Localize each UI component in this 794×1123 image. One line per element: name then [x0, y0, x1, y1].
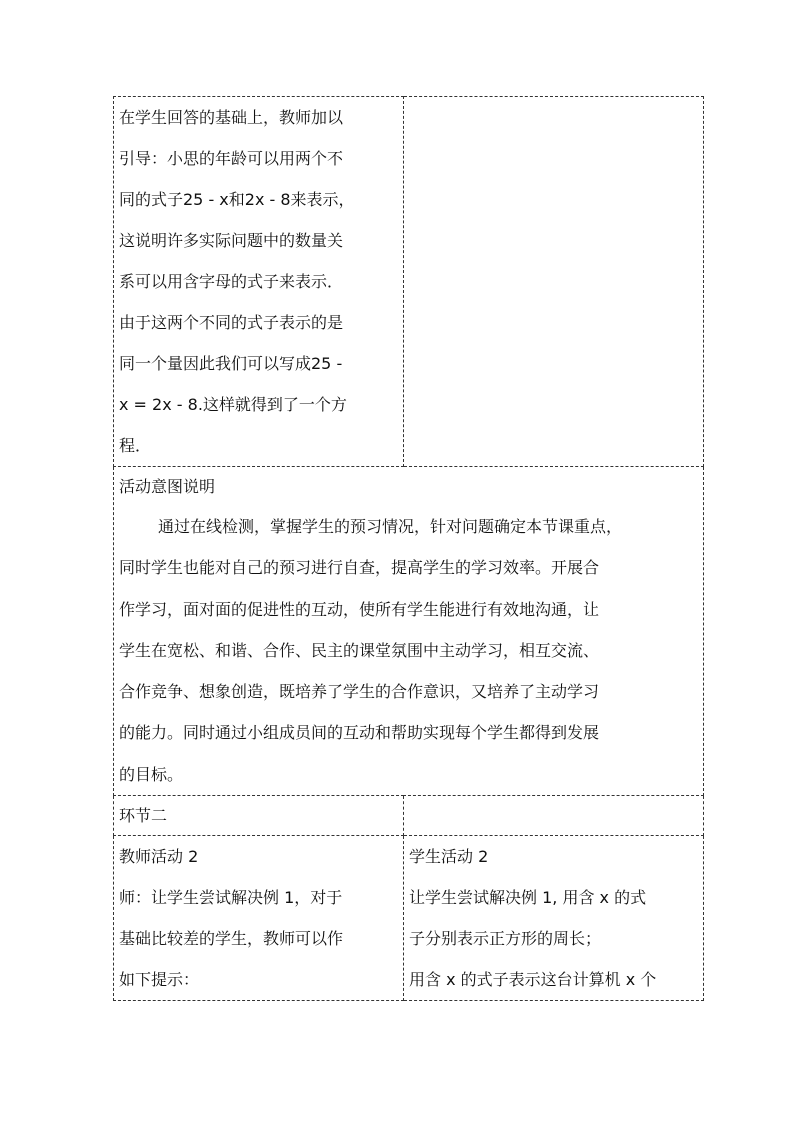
text-line: 学生在宽松、和谐、合作、民主的课堂氛围中主动学习，相互交流、 — [119, 640, 600, 660]
text-line: 引导：小思的年龄可以用两个不 — [119, 149, 344, 168]
activity-intent-cell — [114, 467, 704, 796]
text-line: 的能力。同时通过小组成员间的互动和帮助实现每个学生都得到发展 — [119, 723, 600, 743]
lesson-table — [113, 96, 704, 1001]
text-line: 的目标。 — [119, 764, 184, 784]
text-line: 同一个量因此我们可以写成25 - — [119, 354, 343, 373]
empty-cell — [404, 97, 704, 467]
text-line: 同时学生也能对自己的预习进行自查，提高学生的学习效率。开展合 — [119, 558, 600, 578]
table-row — [114, 97, 704, 467]
text-line: 基础比较差的学生，教师可以作 — [119, 929, 344, 949]
text-line: x = 2x - 8.这样就得到了一个方 — [119, 395, 347, 414]
teacher-activity-heading: 教师活动 2 — [119, 847, 199, 867]
text-line: 用含 x 的式子表示这台计算机 x 个 — [409, 970, 657, 990]
teacher-activity-cell — [114, 836, 404, 1001]
text-line: 程． — [119, 436, 152, 455]
student-activity-heading: 学生活动 2 — [409, 847, 489, 867]
text-line: 让学生尝试解决例 1, 用含 x 的式 — [409, 888, 647, 908]
text-line: 子分别表示正方形的周长； — [409, 929, 602, 949]
text-line: 系可以用含字母的式子来表示． — [119, 272, 344, 291]
intent-heading: 活动意图说明 — [119, 477, 216, 496]
text-line: 在学生回答的基础上，教师加以 — [119, 108, 344, 127]
text-line: 由于这两个不同的式子表示的是 — [119, 313, 344, 332]
empty-cell — [404, 796, 704, 836]
text-line: 这说明许多实际问题中的数量关 — [119, 231, 344, 250]
table-row — [114, 836, 704, 1001]
section-label-cell — [114, 796, 404, 836]
text-line: 作学习，面对面的促进性的互动，使所有学生能进行有效地沟通，让 — [119, 599, 600, 619]
text-line: 同的式子25 - x和2x - 8来表示， — [119, 190, 355, 209]
student-activity-cell — [404, 836, 704, 1001]
table-row — [114, 796, 704, 836]
text-line: 通过在线检测，掌握学生的预习情况，针对问题确定本节课重点， — [158, 517, 623, 536]
section-label: 环节二 — [119, 806, 168, 826]
text-line: 如下提示： — [119, 970, 200, 990]
text-line: 师：让学生尝试解决例 1，对于 — [119, 888, 343, 908]
table-row — [114, 467, 704, 796]
text-line: 合作竞争、想象创造，既培养了学生的合作意识，又培养了主动学习 — [119, 682, 600, 702]
teacher-guidance-cell — [114, 97, 404, 467]
